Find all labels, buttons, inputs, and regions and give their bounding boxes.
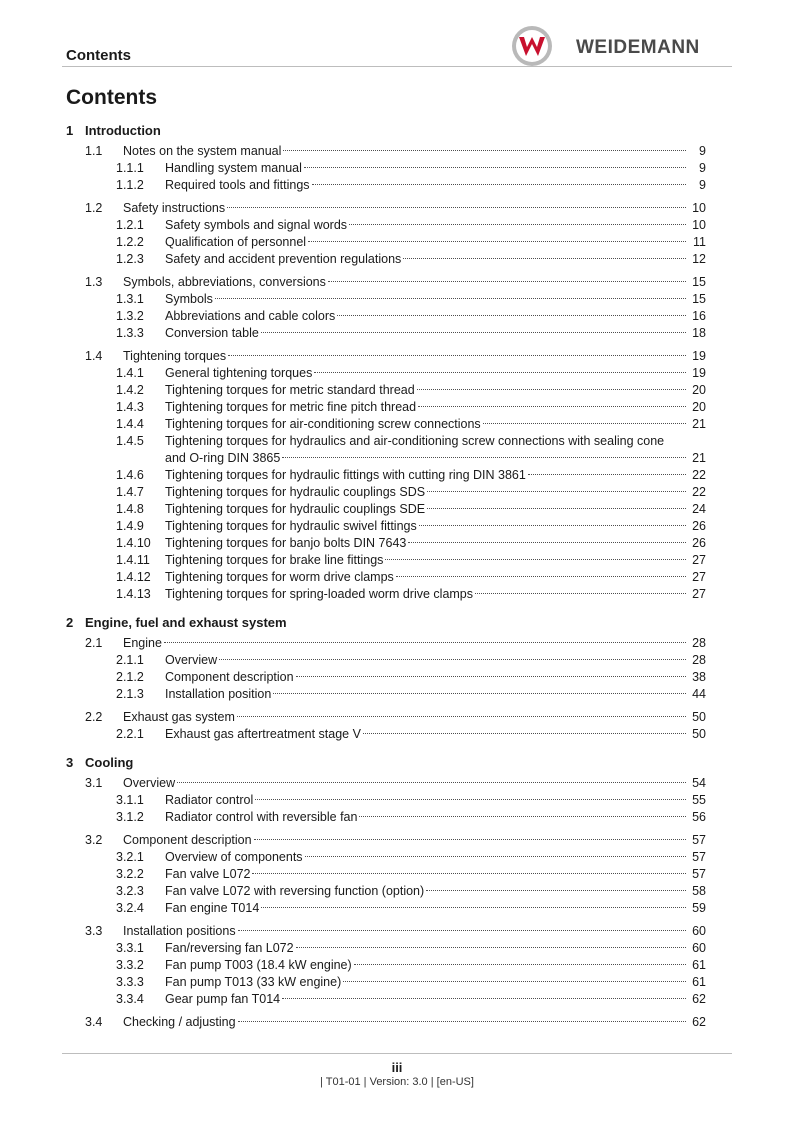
entry-number: 1.3 bbox=[85, 275, 103, 289]
entry-number: 1.1 bbox=[85, 144, 103, 158]
entry-number: 2.2.1 bbox=[116, 727, 144, 741]
entry-body bbox=[165, 484, 706, 501]
entry-page-number: 60 bbox=[692, 924, 706, 938]
entry-page-number: 22 bbox=[692, 485, 706, 499]
toc-entry[interactable] bbox=[66, 143, 706, 160]
entry-page-number: 27 bbox=[692, 570, 706, 584]
entry-page-number: 57 bbox=[692, 833, 706, 847]
entry-body bbox=[165, 450, 706, 467]
footer-document-info: | T01-01 | Version: 3.0 | [en-US] bbox=[320, 1076, 474, 1088]
entry-number: 3.2 bbox=[85, 833, 103, 847]
toc-subentry[interactable] bbox=[66, 535, 706, 552]
toc-entry[interactable] bbox=[66, 200, 706, 217]
entry-title: Tightening torques for hydraulic couplings SDS bbox=[165, 485, 426, 499]
entry-page-number: 21 bbox=[692, 451, 706, 465]
toc-subentry[interactable] bbox=[66, 569, 706, 586]
entry-title: Tightening torques for worm drive clamps bbox=[165, 570, 394, 584]
entry-title: Qualification of personnel bbox=[165, 235, 307, 249]
entry-title: Overview of components bbox=[165, 850, 303, 864]
entry-number: 1.4.11 bbox=[116, 553, 150, 567]
dot-leader bbox=[312, 184, 686, 185]
entry-page-number: 54 bbox=[692, 776, 706, 790]
toc-subentry[interactable] bbox=[66, 467, 706, 484]
toc-subentry[interactable] bbox=[66, 866, 706, 883]
entry-title: Overview bbox=[165, 653, 218, 667]
entry-title: Required tools and fittings bbox=[165, 178, 310, 192]
entry-title: Gear pump fan T014 bbox=[165, 992, 281, 1006]
entry-title: Symbols bbox=[165, 292, 213, 306]
entry-title-line1: Tightening torques for hydraulics and air-conditioning screw connections with sealing cone bbox=[165, 434, 665, 448]
entry-number: 3.2.1 bbox=[116, 850, 144, 864]
toc-subentry[interactable] bbox=[66, 234, 706, 251]
entry-title: Fan valve L072 with reversing function (option) bbox=[165, 884, 425, 898]
entry-title: Tightening torques bbox=[123, 349, 227, 363]
entry-title: Tightening torques for hydraulic fittings with cutting ring DIN 3861 bbox=[165, 468, 526, 482]
entry-page-number: 9 bbox=[699, 144, 706, 158]
entry-page-number: 38 bbox=[692, 670, 706, 684]
entry-body bbox=[165, 883, 706, 900]
entry-number: 3.1.2 bbox=[116, 810, 144, 824]
dot-leader bbox=[426, 890, 686, 891]
dot-leader bbox=[396, 576, 686, 577]
dot-leader bbox=[417, 389, 686, 390]
entry-number: 1.2.3 bbox=[116, 252, 144, 266]
entry-number: 1.4.5 bbox=[116, 434, 144, 448]
dot-leader bbox=[282, 998, 686, 999]
toc-subentry[interactable] bbox=[66, 900, 706, 917]
entry-number: 3.2.4 bbox=[116, 901, 144, 915]
toc-subentry[interactable] bbox=[66, 940, 706, 957]
entry-page-number: 18 bbox=[692, 326, 706, 340]
entry-page-number: 57 bbox=[692, 850, 706, 864]
entry-page-number: 50 bbox=[692, 710, 706, 724]
entry-title: Tightening torques for hydraulic couplings SDE bbox=[165, 502, 426, 516]
entry-number: 1.4.10 bbox=[116, 536, 151, 550]
entry-page-number: 55 bbox=[692, 793, 706, 807]
dot-leader bbox=[343, 981, 686, 982]
entry-title: Exhaust gas aftertreatment stage V bbox=[165, 727, 361, 741]
toc-chapter-sections bbox=[66, 635, 706, 743]
dot-leader bbox=[308, 241, 686, 242]
entry-body bbox=[165, 217, 706, 234]
toc-subentry[interactable] bbox=[66, 399, 706, 416]
toc-subentry[interactable] bbox=[66, 325, 706, 342]
table-of-contents bbox=[66, 121, 706, 1041]
dot-leader bbox=[328, 281, 686, 282]
toc-subentry[interactable] bbox=[66, 217, 706, 234]
toc-entry[interactable] bbox=[66, 832, 706, 849]
entry-body bbox=[165, 552, 706, 569]
entry-page-number: 28 bbox=[692, 636, 706, 650]
entry-body bbox=[165, 518, 706, 535]
entry-body bbox=[165, 792, 706, 809]
toc-subentry[interactable] bbox=[66, 686, 706, 703]
entry-number: 1.4.3 bbox=[116, 400, 144, 414]
entry-number: 2.1.1 bbox=[116, 653, 144, 667]
dot-leader bbox=[427, 508, 686, 509]
entry-page-number: 26 bbox=[692, 519, 706, 533]
toc-chapter-sections bbox=[66, 775, 706, 1031]
entry-title: Installation positions bbox=[123, 924, 236, 938]
entry-body bbox=[165, 686, 706, 703]
entry-title: Symbols, abbreviations, conversions bbox=[123, 275, 326, 289]
toc-entry[interactable] bbox=[66, 1014, 706, 1031]
footer-divider bbox=[62, 1053, 732, 1054]
entry-number: 3.4 bbox=[85, 1015, 103, 1029]
dot-leader bbox=[349, 224, 686, 225]
entry-body bbox=[165, 849, 706, 866]
entry-title: Tightening torques for brake line fittings bbox=[165, 553, 384, 567]
entry-body bbox=[165, 501, 706, 518]
dot-leader bbox=[238, 930, 686, 931]
entry-title: Tightening torques for metric standard thread bbox=[165, 383, 415, 397]
entry-title: Safety symbols and signal words bbox=[165, 218, 348, 232]
entry-body bbox=[165, 866, 706, 883]
toc-subentry[interactable] bbox=[66, 291, 706, 308]
dot-leader bbox=[403, 258, 686, 259]
dot-leader bbox=[408, 542, 686, 543]
dot-leader bbox=[296, 947, 686, 948]
entry-body bbox=[165, 160, 706, 177]
entry-title: Tightening torques for air-conditioning screw connections bbox=[165, 417, 481, 431]
entry-body bbox=[165, 940, 706, 957]
entry-title: Fan valve L072 bbox=[165, 867, 251, 881]
toc-chapter-sections bbox=[66, 143, 706, 603]
entry-body bbox=[165, 416, 706, 433]
entry-body bbox=[165, 382, 706, 399]
entry-title: Handling system manual bbox=[165, 161, 302, 175]
entry-page-number: 20 bbox=[692, 400, 706, 414]
entry-page-number: 44 bbox=[692, 687, 706, 701]
toc-subentry[interactable] bbox=[66, 883, 706, 900]
entry-body bbox=[165, 957, 706, 974]
dot-leader bbox=[354, 964, 686, 965]
dot-leader bbox=[314, 372, 686, 373]
entry-body bbox=[165, 308, 706, 325]
entry-page-number: 56 bbox=[692, 810, 706, 824]
header-title: Contents bbox=[66, 47, 131, 64]
dot-leader bbox=[304, 167, 686, 168]
entry-page-number: 60 bbox=[692, 941, 706, 955]
entry-title: Notes on the system manual bbox=[123, 144, 282, 158]
entry-title: and O-ring DIN 3865 bbox=[165, 451, 281, 465]
entry-body bbox=[165, 586, 706, 603]
entry-number: 3.3.1 bbox=[116, 941, 144, 955]
entry-title: Safety and accident prevention regulations bbox=[165, 252, 402, 266]
dot-leader bbox=[228, 355, 686, 356]
toc-subentry[interactable] bbox=[66, 792, 706, 809]
dot-leader bbox=[305, 856, 686, 857]
entry-body bbox=[165, 569, 706, 586]
entry-page-number: 62 bbox=[692, 1015, 706, 1029]
entry-number: 3.2.3 bbox=[116, 884, 144, 898]
entry-number: 3.1 bbox=[85, 776, 103, 790]
entry-number: 3.3 bbox=[85, 924, 103, 938]
dot-leader bbox=[475, 593, 686, 594]
toc-entry[interactable] bbox=[66, 348, 706, 365]
toc-subentry[interactable] bbox=[66, 518, 706, 535]
dot-leader bbox=[215, 298, 686, 299]
entry-number: 3.3.4 bbox=[116, 992, 144, 1006]
dot-leader bbox=[418, 406, 686, 407]
brand-name: WEIDEMANN bbox=[576, 37, 700, 58]
dot-leader bbox=[164, 642, 686, 643]
chapter-number: 2 bbox=[66, 615, 74, 630]
entry-body bbox=[165, 365, 706, 382]
dot-leader bbox=[483, 423, 686, 424]
entry-body bbox=[123, 274, 706, 291]
toc-subentry[interactable] bbox=[66, 177, 706, 194]
entry-number: 1.4.6 bbox=[116, 468, 144, 482]
entry-title: Tightening torques for banjo bolts DIN 7643 bbox=[165, 536, 407, 550]
header-divider bbox=[62, 66, 732, 67]
toc-subentry[interactable] bbox=[66, 552, 706, 569]
entry-number: 1.4.2 bbox=[116, 383, 144, 397]
footer-page-number: iii bbox=[391, 1060, 403, 1075]
dot-leader bbox=[255, 799, 686, 800]
entry-body bbox=[123, 635, 706, 652]
entry-page-number: 57 bbox=[692, 867, 706, 881]
entry-number: 1.3.1 bbox=[116, 292, 144, 306]
entry-body bbox=[123, 775, 706, 792]
entry-page-number: 61 bbox=[692, 958, 706, 972]
toc-entry[interactable] bbox=[66, 274, 706, 291]
entry-title: Fan pump T013 (33 kW engine) bbox=[165, 975, 342, 989]
entry-title: Overview bbox=[123, 776, 176, 790]
chapter-number: 1 bbox=[66, 123, 74, 138]
entry-page-number: 21 bbox=[692, 417, 706, 431]
toc-entry[interactable] bbox=[66, 709, 706, 726]
entry-page-number: 61 bbox=[692, 975, 706, 989]
entry-page-number: 50 bbox=[692, 727, 706, 741]
dot-leader bbox=[177, 782, 686, 783]
toc-subentry[interactable] bbox=[66, 652, 706, 669]
entry-title: Fan engine T014 bbox=[165, 901, 260, 915]
dot-leader bbox=[337, 315, 686, 316]
toc-subentry[interactable] bbox=[66, 382, 706, 399]
dot-leader bbox=[219, 659, 686, 660]
toc-chapter-heading[interactable] bbox=[66, 121, 706, 141]
dot-leader bbox=[273, 693, 686, 694]
dot-leader bbox=[385, 559, 686, 560]
entry-page-number: 11 bbox=[693, 235, 706, 249]
entry-page-number: 19 bbox=[692, 366, 706, 380]
entry-number: 2.2 bbox=[85, 710, 103, 724]
entry-title: Tightening torques for spring-loaded worm drive clamps bbox=[165, 587, 474, 601]
entry-title: General tightening torques bbox=[165, 366, 313, 380]
entry-number: 1.4 bbox=[85, 349, 103, 363]
dot-leader bbox=[261, 907, 686, 908]
entry-number: 3.1.1 bbox=[116, 793, 144, 807]
entry-body bbox=[165, 467, 706, 484]
entry-number: 1.3.3 bbox=[116, 326, 144, 340]
toc-subentry[interactable] bbox=[66, 991, 706, 1008]
toc-subentry[interactable] bbox=[66, 308, 706, 325]
entry-title: Tightening torques for metric fine pitch thread bbox=[165, 400, 417, 414]
entry-page-number: 19 bbox=[692, 349, 706, 363]
entry-page-number: 10 bbox=[692, 201, 706, 215]
entry-page-number: 22 bbox=[692, 468, 706, 482]
entry-number: 1.4.7 bbox=[116, 485, 144, 499]
entry-number: 1.2.2 bbox=[116, 235, 144, 249]
entry-page-number: 12 bbox=[692, 252, 706, 266]
entry-title: Fan pump T003 (18.4 kW engine) bbox=[165, 958, 352, 972]
dot-leader bbox=[363, 733, 686, 734]
toc-chapter-heading[interactable] bbox=[66, 613, 706, 633]
entry-title: Radiator control bbox=[165, 793, 254, 807]
entry-body bbox=[123, 348, 706, 365]
toc-entry[interactable] bbox=[66, 923, 706, 940]
entry-page-number: 27 bbox=[692, 587, 706, 601]
entry-body bbox=[123, 1014, 706, 1031]
dot-leader bbox=[283, 150, 686, 151]
entry-page-number: 10 bbox=[692, 218, 706, 232]
entry-body bbox=[165, 652, 706, 669]
entry-body bbox=[165, 726, 706, 743]
entry-title: Fan/reversing fan L072 bbox=[165, 941, 294, 955]
entry-page-number: 27 bbox=[692, 553, 706, 567]
entry-page-number: 59 bbox=[692, 901, 706, 915]
dot-leader bbox=[261, 332, 686, 333]
entry-body bbox=[165, 177, 706, 194]
entry-page-number: 28 bbox=[692, 653, 706, 667]
dot-leader bbox=[254, 839, 686, 840]
toc-subentry[interactable] bbox=[66, 586, 706, 603]
toc-chapter-heading[interactable] bbox=[66, 753, 706, 773]
entry-page-number: 62 bbox=[692, 992, 706, 1006]
entry-body bbox=[165, 974, 706, 991]
entry-number: 1.4.4 bbox=[116, 417, 144, 431]
entry-page-number: 24 bbox=[692, 502, 706, 516]
chapter-number: 3 bbox=[66, 755, 74, 770]
entry-title: Installation position bbox=[165, 687, 272, 701]
dot-leader bbox=[227, 207, 686, 208]
entry-number: 1.4.12 bbox=[116, 570, 151, 584]
entry-number: 2.1.3 bbox=[116, 687, 144, 701]
entry-number: 1.1.1 bbox=[116, 161, 144, 175]
entry-body bbox=[123, 143, 706, 160]
toc-subentry[interactable] bbox=[66, 416, 706, 433]
entry-number: 1.2.1 bbox=[116, 218, 144, 232]
entry-body bbox=[123, 923, 706, 940]
entry-number: 3.3.3 bbox=[116, 975, 144, 989]
entry-body bbox=[165, 809, 706, 826]
entry-number: 1.4.9 bbox=[116, 519, 144, 533]
toc-subentry[interactable] bbox=[66, 809, 706, 826]
entry-body bbox=[165, 234, 706, 251]
weidemann-logo bbox=[510, 24, 730, 68]
entry-number: 1.4.13 bbox=[116, 587, 151, 601]
entry-number: 3.3.2 bbox=[116, 958, 144, 972]
entry-number: 2.1.2 bbox=[116, 670, 144, 684]
entry-number: 2.1 bbox=[85, 636, 103, 650]
dot-leader bbox=[359, 816, 686, 817]
entry-body bbox=[123, 200, 706, 217]
entry-title: Conversion table bbox=[165, 326, 259, 340]
entry-title: Engine bbox=[123, 636, 162, 650]
entry-number: 1.1.2 bbox=[116, 178, 144, 192]
entry-body bbox=[165, 535, 706, 552]
entry-page-number: 9 bbox=[699, 161, 706, 175]
dot-leader bbox=[528, 474, 686, 475]
entry-body bbox=[165, 900, 706, 917]
dot-leader bbox=[238, 1021, 686, 1022]
chapter-title: Engine, fuel and exhaust system bbox=[85, 615, 287, 630]
toc-subentry[interactable] bbox=[66, 669, 706, 686]
toc-subentry[interactable] bbox=[66, 160, 706, 177]
toc-subentry[interactable] bbox=[66, 251, 706, 268]
toc-subentry[interactable] bbox=[66, 484, 706, 501]
entry-page-number: 58 bbox=[692, 884, 706, 898]
chapter-title: Introduction bbox=[85, 123, 161, 138]
entry-page-number: 15 bbox=[692, 275, 706, 289]
toc-subentry[interactable] bbox=[66, 365, 706, 382]
entry-page-number: 15 bbox=[692, 292, 706, 306]
dot-leader bbox=[252, 873, 686, 874]
dot-leader bbox=[282, 457, 686, 458]
entry-title: Radiator control with reversible fan bbox=[165, 810, 358, 824]
entry-title: Component description bbox=[123, 833, 252, 847]
dot-leader bbox=[419, 525, 686, 526]
entry-body bbox=[165, 991, 706, 1008]
dot-leader bbox=[296, 676, 686, 677]
toc-entry[interactable] bbox=[66, 775, 706, 792]
entry-number: 3.2.2 bbox=[116, 867, 144, 881]
toc-subentry[interactable] bbox=[66, 849, 706, 866]
entry-title: Abbreviations and cable colors bbox=[165, 309, 336, 323]
entry-title: Exhaust gas system bbox=[123, 710, 235, 724]
weidemann-logo-icon bbox=[510, 24, 554, 68]
entry-title: Safety instructions bbox=[123, 201, 226, 215]
entry-body bbox=[165, 399, 706, 416]
entry-title: Tightening torques for hydraulic swivel fittings bbox=[165, 519, 417, 533]
entry-number: 1.3.2 bbox=[116, 309, 144, 323]
chapter-title: Cooling bbox=[85, 755, 134, 770]
toc-subentry[interactable] bbox=[66, 726, 706, 743]
entry-number: 1.4.1 bbox=[116, 366, 144, 380]
entry-body bbox=[123, 709, 706, 726]
toc-subentry[interactable] bbox=[66, 433, 706, 467]
entry-page-number: 26 bbox=[692, 536, 706, 550]
entry-page-number: 20 bbox=[692, 383, 706, 397]
entry-page-number: 9 bbox=[699, 178, 706, 192]
dot-leader bbox=[237, 716, 686, 717]
dot-leader bbox=[427, 491, 686, 492]
entry-page-number: 16 bbox=[692, 309, 706, 323]
entry-number: 1.2 bbox=[85, 201, 103, 215]
toc-subentry[interactable] bbox=[66, 957, 706, 974]
entry-body bbox=[165, 291, 706, 308]
entry-body bbox=[165, 325, 706, 342]
page-title: Contents bbox=[66, 86, 157, 109]
entry-body bbox=[165, 251, 706, 268]
toc-subentry[interactable] bbox=[66, 501, 706, 518]
entry-title: Checking / adjusting bbox=[123, 1015, 236, 1029]
entry-title: Component description bbox=[165, 670, 294, 684]
page-header bbox=[66, 37, 730, 68]
entry-number: 1.4.8 bbox=[116, 502, 144, 516]
toc-entry[interactable] bbox=[66, 635, 706, 652]
toc-subentry[interactable] bbox=[66, 974, 706, 991]
entry-body bbox=[123, 832, 706, 849]
entry-body bbox=[165, 669, 706, 686]
